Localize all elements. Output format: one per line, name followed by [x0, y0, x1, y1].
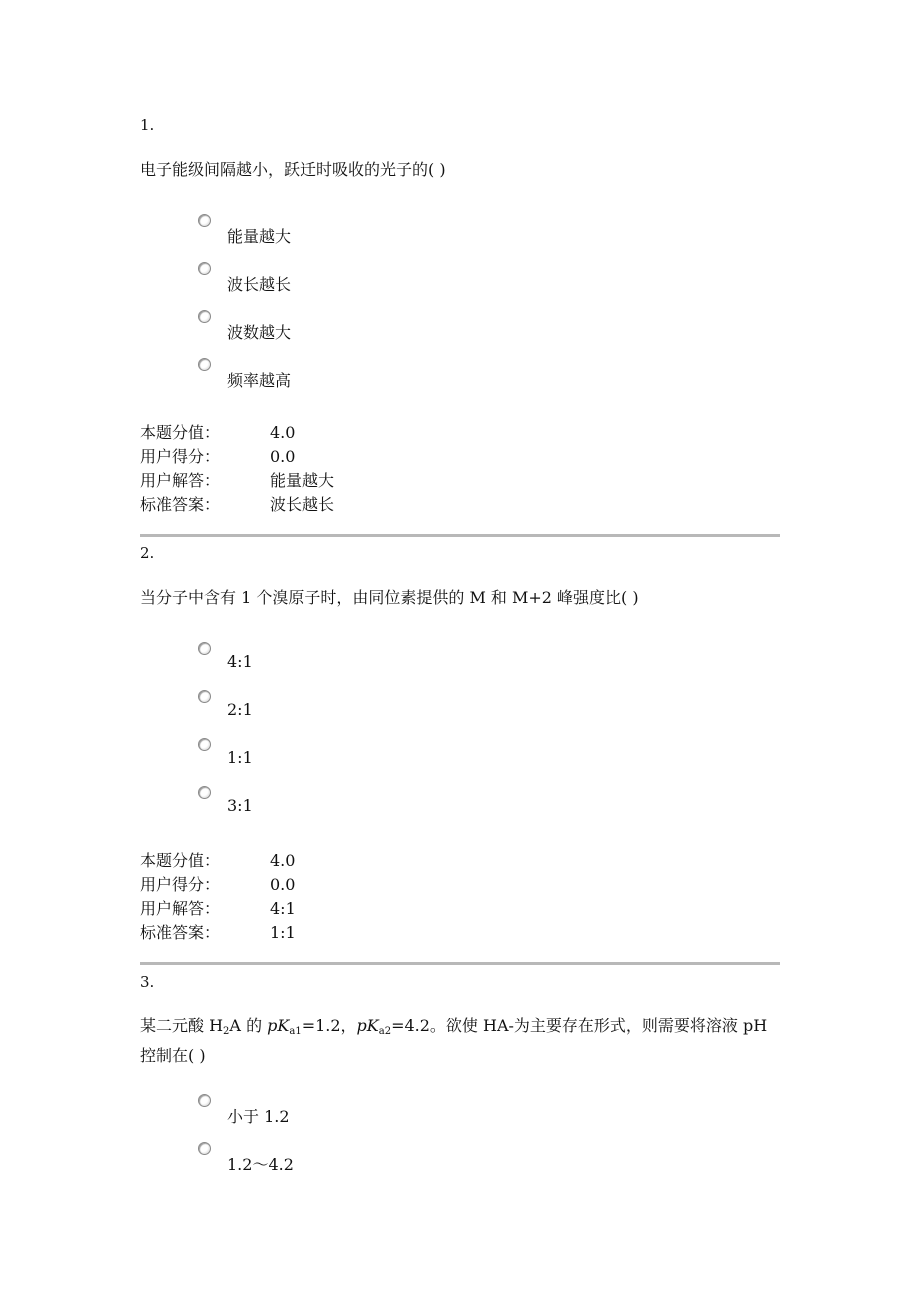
radio-button[interactable] — [198, 1142, 211, 1155]
score-info — [140, 421, 540, 517]
score-row — [140, 921, 540, 945]
option-item[interactable] — [198, 1098, 290, 1126]
score-value: 0.0 — [270, 875, 296, 894]
score-row — [140, 873, 540, 897]
subscript: 2 — [223, 1026, 230, 1037]
score-value: 4:1 — [270, 899, 296, 918]
question-stem — [140, 1014, 780, 1068]
option-item[interactable] — [198, 362, 292, 390]
option-label: 1:1 — [227, 748, 253, 767]
option-label: 4:1 — [227, 652, 253, 671]
option-item[interactable] — [198, 790, 253, 814]
pka-symbol: pK — [267, 1016, 290, 1035]
score-value: 0.0 — [270, 447, 296, 466]
divider — [140, 534, 780, 537]
radio-button[interactable] — [198, 1094, 211, 1107]
question-stem: 当分子中含有 1 个溴原子时，由同位素提供的 M 和 M+2 峰强度比( ) — [140, 588, 639, 607]
option-item[interactable] — [198, 314, 292, 342]
option-label: 波数越大 — [227, 323, 292, 342]
score-value: 4.0 — [270, 423, 296, 442]
stem-text: 某二元酸 H — [140, 1016, 224, 1035]
score-row — [140, 493, 540, 517]
score-key: 本题分值： — [140, 423, 221, 442]
score-row — [140, 421, 540, 445]
option-item[interactable] — [198, 742, 253, 766]
pka-symbol: pK — [356, 1016, 379, 1035]
option-item[interactable] — [198, 1146, 294, 1174]
radio-button[interactable] — [198, 690, 211, 703]
option-label: 2:1 — [227, 700, 253, 719]
option-item[interactable] — [198, 694, 253, 718]
radio-button[interactable] — [198, 262, 211, 275]
score-key: 标准答案： — [140, 495, 221, 514]
radio-button[interactable] — [198, 310, 211, 323]
radio-button[interactable] — [198, 358, 211, 371]
divider — [140, 962, 780, 965]
question-number: 2. — [140, 544, 155, 562]
score-row — [140, 469, 540, 493]
option-item[interactable] — [198, 266, 292, 294]
option-label: 3:1 — [227, 796, 253, 815]
question-stem: 电子能级间隔越小，跃迁时吸收的光子的( ) — [140, 160, 446, 179]
radio-button[interactable] — [198, 738, 211, 751]
score-key: 用户解答： — [140, 471, 221, 490]
option-label: 1.2～4.2 — [227, 1155, 294, 1174]
score-key: 标准答案： — [140, 923, 221, 942]
option-item[interactable] — [198, 218, 292, 246]
question-number: 1. — [140, 116, 155, 134]
score-row — [140, 849, 540, 873]
stem-text: =4.2。欲使 HA-为主要存在形式，则需要将溶液 pH 控制在( ) — [140, 1016, 768, 1065]
option-label: 小于 1.2 — [227, 1107, 290, 1126]
score-key: 用户得分： — [140, 447, 221, 466]
option-label: 能量越大 — [227, 227, 292, 246]
score-key: 本题分值： — [140, 851, 221, 870]
radio-button[interactable] — [198, 786, 211, 799]
option-label: 波长越长 — [227, 275, 292, 294]
subscript: a2 — [378, 1026, 392, 1037]
question-number: 3. — [140, 973, 155, 991]
score-value: 4.0 — [270, 851, 296, 870]
radio-button[interactable] — [198, 642, 211, 655]
stem-text: =1.2， — [301, 1016, 357, 1035]
score-row — [140, 445, 540, 469]
score-value: 1:1 — [270, 923, 296, 942]
stem-text: A 的 — [229, 1016, 268, 1035]
score-key: 用户得分： — [140, 875, 221, 894]
score-row — [140, 897, 540, 921]
score-value: 能量越大 — [270, 471, 335, 490]
score-key: 用户解答： — [140, 899, 221, 918]
score-value: 波长越长 — [270, 495, 335, 514]
option-item[interactable] — [198, 646, 253, 670]
score-info — [140, 849, 540, 945]
radio-button[interactable] — [198, 214, 211, 227]
option-label: 频率越高 — [227, 371, 292, 390]
subscript: a1 — [289, 1026, 302, 1037]
